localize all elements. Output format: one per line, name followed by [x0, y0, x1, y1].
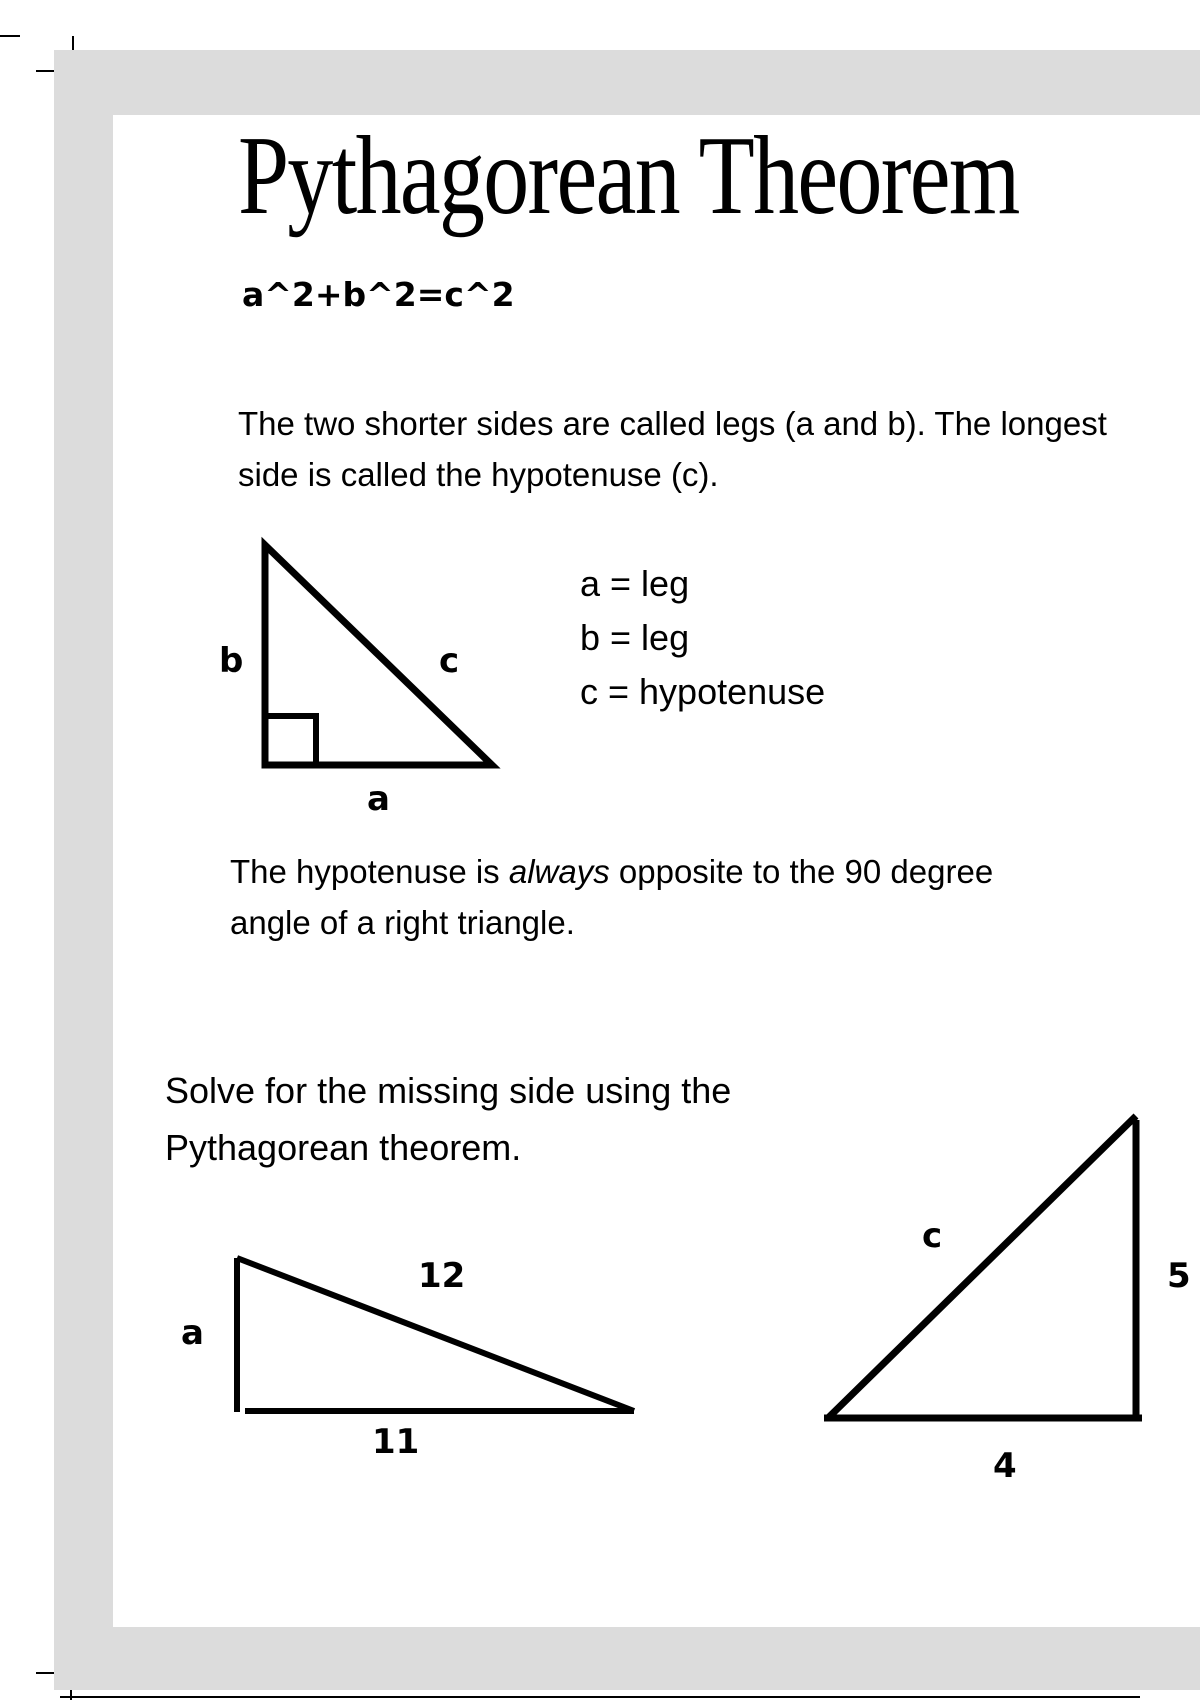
reference-label-c: c: [439, 641, 460, 681]
solve-prompt: Solve for the missing side using the Pythagorean theorem.: [165, 1070, 732, 1168]
intro-paragraph: The two shorter sides are called legs (a and b). The longest side is called the hypotenuse (c).: [238, 405, 1107, 493]
reference-triangle: [219, 545, 492, 819]
definition-item: c = hypotenuse: [580, 671, 826, 712]
note-text-start: The hypotenuse is: [230, 853, 509, 890]
definition-item: a = leg: [580, 563, 690, 604]
problem-triangle-2: [824, 1116, 1191, 1486]
problem-triangle-1: [181, 1256, 634, 1462]
theorem-formula: a^2+b^2=c^2: [242, 275, 515, 314]
page-title: Pythagorean Theorem: [238, 114, 1019, 238]
problem-1-label-a: a: [181, 1313, 204, 1353]
problem-2-label-c: c: [922, 1216, 943, 1256]
problem-1-label-hypotenuse: 12: [418, 1256, 466, 1296]
problem-2-label-bottom: 4: [993, 1446, 1017, 1486]
note-text-end: opposite to the 90 degree angle of a right triangle.: [230, 853, 994, 941]
problem-2-label-right: 5: [1167, 1256, 1191, 1296]
problem-1-label-bottom: 11: [372, 1422, 420, 1462]
problem-2-hypotenuse: [828, 1116, 1136, 1418]
definition-item: b = leg: [580, 617, 690, 658]
reference-label-a: a: [367, 779, 390, 819]
note-emphasis: always: [508, 853, 610, 890]
reference-label-b: b: [219, 641, 244, 681]
right-angle-marker: [265, 716, 316, 765]
